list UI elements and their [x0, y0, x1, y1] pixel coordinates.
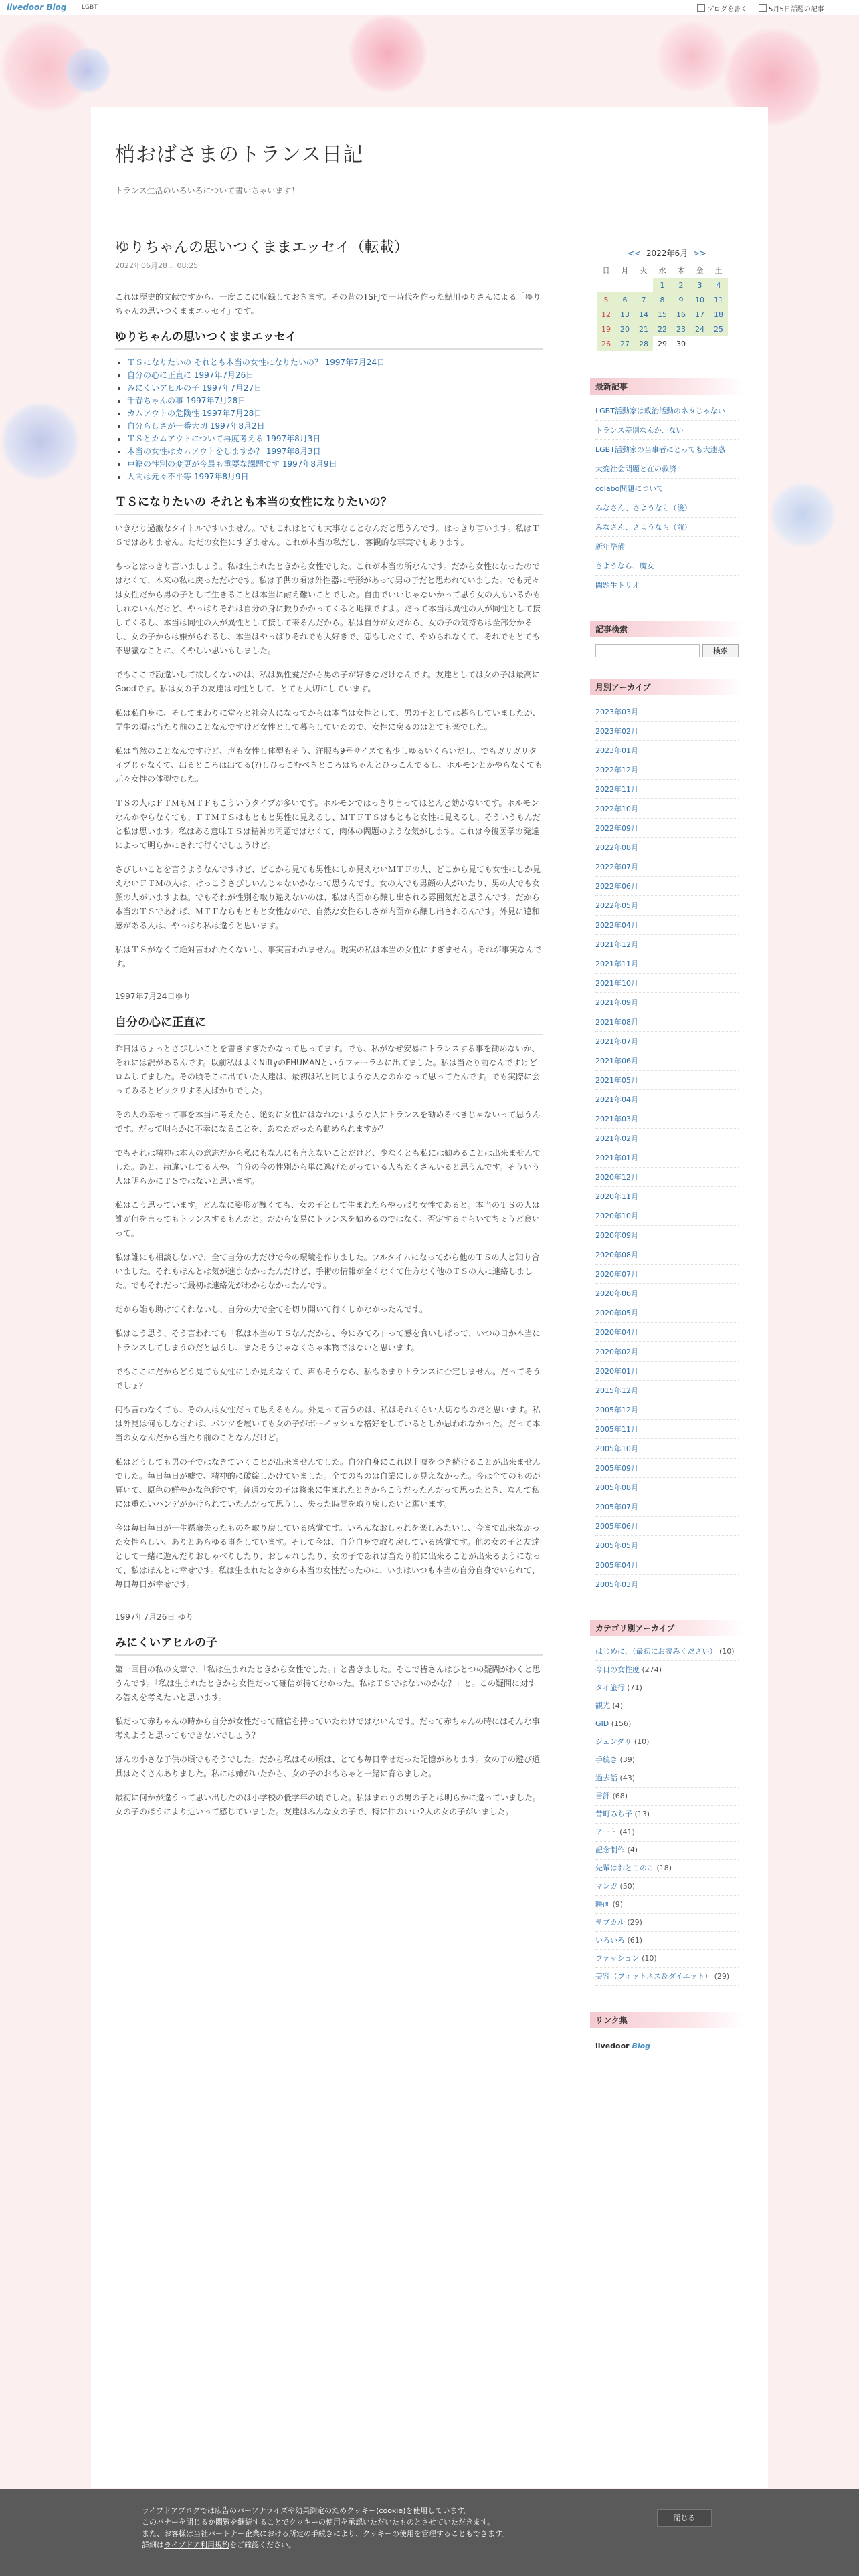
- article-date: 2022年06月28日 08:25: [115, 261, 199, 270]
- archive-month-link[interactable]: 2022年09月: [595, 819, 739, 838]
- category-count: (156): [611, 1719, 632, 1728]
- toc-item: [127, 369, 543, 382]
- calendar-weekday: 日: [602, 266, 610, 275]
- toc-link[interactable]: 自分らしさが一番大切 1997年8月2日: [127, 421, 265, 431]
- archive-month-link[interactable]: 2005年12月: [595, 1400, 739, 1420]
- cookie-banner: [0, 2489, 859, 2576]
- paragraph: 私はＴＳがなくて絶対言われたくないし、事実言われません。現実の私は本当の女性にすぎません。それが事実なんです。: [115, 945, 542, 968]
- cookie-line: ライブドアブログでは広告のパーソナライズや効果測定のためクッキー(cookie)を使用しています。: [142, 2506, 472, 2515]
- calendar-week: [597, 307, 728, 322]
- livedoor-logo[interactable]: [7, 3, 66, 12]
- archive-month-link[interactable]: 2021年09月: [595, 993, 739, 1012]
- calendar-day[interactable]: 20: [615, 322, 634, 336]
- calendar-month: 2022年6月: [646, 249, 688, 258]
- paragraph: 私は私自身に、そしてまわりに堂々と社会人になってからは本当は女性として、男の子としては暮らしていましたが、学生の頃は当たり前のことなんですけど女性として暮らしていたので、女性に戻るのはとても楽でした。: [115, 708, 541, 732]
- search-input[interactable]: [595, 644, 700, 657]
- section-heading: 自分の心に正直に: [115, 1016, 543, 1035]
- calendar-day[interactable]: 14: [634, 307, 653, 322]
- pencil-icon: [697, 4, 705, 12]
- calendar-day[interactable]: 21: [634, 322, 653, 336]
- category-item[interactable]: [595, 1788, 739, 1806]
- paragraph: ＴＳの人はＦＴＭもＭＴＦもこういうタイプが多いです。ホルモンではっきり言ってほとんど効かないです。ホルモンなんかやらなくても、ＦＴＭＴＳはもともと男性に見えるし、ＭＴＦＴＳはもともと女性に見えるし、そういうもんだと私は思います。私はある意味ＴＳは精神の問題ではなくて、肉体の問題のような気がします。これは今後医学の発達によって明らかにされて行くでしょうけど。: [115, 798, 541, 850]
- cookie-line: このバナーを閉じるか閲覧を継続することでクッキーの使用を承認いただいたものとさせていただきます。: [142, 2518, 495, 2527]
- category-count: (43): [619, 1774, 636, 1782]
- calendar-day[interactable]: 22: [653, 322, 672, 336]
- category-count: (29): [627, 1918, 642, 1927]
- recent-post-link[interactable]: 問題生トリオ: [595, 576, 739, 595]
- section-body: [115, 522, 543, 971]
- paragraph: でもここにだからどう見ても女性にしか見えなくて、声もそうなら、私もあまりトランスに否定しません。だってそうでしょ？: [115, 1367, 541, 1390]
- calendar-day[interactable]: 26: [597, 336, 615, 351]
- terms-link[interactable]: ライブドア利用規約: [164, 2541, 230, 2549]
- monthly-archive-list: [590, 702, 744, 1594]
- search-box: [590, 644, 744, 657]
- calendar-weekday: 水: [658, 266, 666, 275]
- archive-month-link[interactable]: 2020年12月: [595, 1168, 739, 1187]
- search-title: 記事検索: [590, 621, 744, 637]
- calendar: [597, 263, 728, 351]
- category-item[interactable]: [595, 1697, 739, 1715]
- archive-month-link[interactable]: 2022年07月: [595, 857, 739, 877]
- section-body: [115, 1042, 543, 1592]
- archive-month-link[interactable]: 2023年03月: [595, 702, 739, 722]
- category-count: (10): [634, 1737, 650, 1746]
- toc-link[interactable]: 本当の女性はカムアウトをしますか？ 1997年8月3日: [127, 447, 321, 456]
- archive-month-link[interactable]: 2015年12月: [595, 1381, 739, 1400]
- article: [115, 241, 543, 1829]
- category-item[interactable]: [595, 1733, 739, 1751]
- paragraph: 最初に何かが違うって思い出したのは小学校の低学年の頃でした。私はまわりの男の子とは明らかに違っていました。女の子のほうにより近いって感じていました。友達はみんな女の子で、特に仲のいい2人の女の子がいました。: [115, 1793, 541, 1816]
- category-name: 書評: [595, 1792, 610, 1800]
- recent-post-link[interactable]: みなさん、さようなら（後）: [595, 498, 739, 518]
- category-name: 映画: [595, 1900, 610, 1909]
- archive-month-link[interactable]: 2022年06月: [595, 877, 739, 896]
- toc-item: [127, 458, 543, 471]
- footer-logo-blog: Blog: [632, 2042, 651, 2050]
- archive-month-link[interactable]: 2021年11月: [595, 954, 739, 974]
- calendar-day[interactable]: 12: [597, 307, 615, 322]
- category-name: タイ旅行: [595, 1683, 625, 1692]
- category-count: (274): [642, 1665, 662, 1674]
- calendar-weekday: 火: [640, 266, 648, 275]
- category-item[interactable]: [595, 1860, 739, 1878]
- paragraph: 私だって赤ちゃんの時から自分が女性だって確信を持っていたわけではないんです。だって赤ちゃんの時にはそんな事考えようと思ってもできないでしょう？: [115, 1717, 541, 1740]
- toc-link[interactable]: 自分の心に正直に 1997年7月26日: [127, 370, 254, 380]
- category-item[interactable]: [595, 1643, 739, 1661]
- archive-month-link[interactable]: 2020年05月: [595, 1303, 739, 1323]
- calendar-day[interactable]: 24: [690, 322, 709, 336]
- toc-item: [127, 382, 543, 395]
- archive-month-link[interactable]: 2005年06月: [595, 1517, 739, 1536]
- archive-month-link[interactable]: 2005年09月: [595, 1459, 739, 1478]
- archive-month-link[interactable]: 2005年11月: [595, 1420, 739, 1439]
- paragraph: 今は毎日毎日が一生懸命失ったものを取り戻している感覚です。いろんなおしゃれを楽しみたいし、今まで出来なかった女性らしい、ありとあらゆる事をしています。そして今は、自分自身で取り戻している感覚です。他の女の子と友達として一緒に遊んだりおしゃべりしたり、おしゃれしたり、女の子であれば当たり前に出来ることが出来るようになって、私はほんとに幸せです。私は生まれたときから本当の女性だったのに、いまはいつも本当の自分自身でいられて、毎日毎日が幸せです。: [115, 1523, 541, 1589]
- archive-month-link[interactable]: 2020年09月: [595, 1226, 739, 1245]
- archive-month-link[interactable]: 2022年10月: [595, 799, 739, 819]
- calendar-weekday: 月: [621, 266, 629, 275]
- archive-month-link[interactable]: 2020年01月: [595, 1362, 739, 1381]
- calendar-day: 29: [658, 339, 667, 348]
- category-count: (9): [612, 1900, 624, 1909]
- section-body: [115, 1662, 543, 1819]
- calendar-day[interactable]: 17: [690, 307, 709, 322]
- calendar-week: [597, 292, 728, 307]
- archive-month-link[interactable]: 2021年03月: [595, 1109, 739, 1129]
- sidebar: [590, 247, 744, 2057]
- category-item[interactable]: [595, 1769, 739, 1788]
- category-name: GID: [595, 1719, 609, 1728]
- category-item[interactable]: [595, 1932, 739, 1950]
- archive-month-link[interactable]: 2005年10月: [595, 1439, 739, 1459]
- toc-link[interactable]: ＴＳとカムアウトについて再度考える 1997年8月3日: [127, 434, 321, 443]
- archive-month-link[interactable]: 2005年03月: [595, 1575, 739, 1594]
- category-item[interactable]: [595, 1715, 739, 1733]
- archive-month-link[interactable]: 2020年06月: [595, 1284, 739, 1303]
- logo-blog-text: Blog: [46, 3, 67, 12]
- category-count: (41): [619, 1828, 635, 1836]
- paragraph: 私は当然のことなんですけど、声も女性し体型もそう、洋服も9号サイズでも少しゆるいくらいだし、でもガリガリタイプじゃなくて、出るところは出てる(?)しひっこむべきところはちゃんとひっこんでるし、ホルモンとかやらなくても元々女性の体型でした。: [115, 746, 543, 784]
- logo-main-text: livedoor: [7, 3, 44, 12]
- toc-link[interactable]: ＴＳになりたいの それとも本当の女性になりたいの？ 1997年7月24日: [127, 358, 385, 367]
- calendar-week: [597, 278, 728, 292]
- toc-link[interactable]: 千春ちゃんの事 1997年7月28日: [127, 396, 246, 405]
- article-title[interactable]: ゆりちゃんの思いつくままエッセイ（転載）: [115, 239, 409, 256]
- category-item[interactable]: [595, 1896, 739, 1914]
- category-item[interactable]: [595, 1968, 739, 1986]
- archive-month-link[interactable]: 2005年07月: [595, 1497, 739, 1517]
- section-heading: ＴＳになりたいの それとも本当の女性になりたいの？: [115, 496, 543, 515]
- archive-month-link[interactable]: 2021年06月: [595, 1051, 739, 1071]
- category-archive-title: カテゴリ別アーカイブ: [590, 1620, 744, 1636]
- toc-link[interactable]: カムアウトの危険性 1997年7月28日: [127, 409, 262, 418]
- footer-livedoor-logo[interactable]: [590, 2035, 744, 2057]
- blog-description: トランス生活のいろいろについて書いちゃいます！: [115, 186, 300, 195]
- category-count: (18): [656, 1864, 672, 1872]
- archive-month-link[interactable]: 2021年02月: [595, 1129, 739, 1148]
- paragraph: ほんの小さな子供の頃でもそうでした。だから私はその頃は、とても毎日幸せだった記憶があります。女の子の遊び道具はたくさんありました。私には姉がいたから、女の子のおもちゃと一緒に育ちました。: [115, 1755, 541, 1778]
- calendar-day[interactable]: 4: [709, 278, 728, 292]
- category-name: はじめに、（最初にお読みください）: [595, 1647, 717, 1656]
- calendar-weekday: 木: [677, 266, 685, 275]
- calendar-nav: [590, 247, 744, 259]
- category-item[interactable]: [595, 1824, 739, 1842]
- recent-posts-list: [590, 401, 744, 595]
- cookie-close-button[interactable]: 閉じる: [657, 2509, 712, 2527]
- paragraph: だから誰も助けてくれないし、自分の力で全てを切り開いて行くしかなかったんです。: [115, 1305, 428, 1314]
- calendar-next-link[interactable]: >>: [692, 249, 706, 258]
- cookie-text-prefix: 詳細は: [142, 2541, 164, 2549]
- category-name: 昔町みち子: [595, 1810, 632, 1818]
- flower-decoration: [64, 47, 111, 94]
- calendar-day: [615, 278, 634, 292]
- archive-month-link[interactable]: 2021年12月: [595, 935, 739, 954]
- archive-month-link[interactable]: 2021年04月: [595, 1090, 739, 1109]
- category-name: 今日の女性度: [595, 1665, 640, 1674]
- calendar-day: [634, 278, 653, 292]
- category-name: アート: [595, 1828, 617, 1836]
- flower-decoration: [769, 481, 836, 548]
- archive-month-link[interactable]: 2021年08月: [595, 1012, 739, 1032]
- calendar-day: [709, 336, 728, 351]
- category-count: (29): [714, 1972, 730, 1981]
- calendar-day[interactable]: 11: [709, 292, 728, 307]
- calendar-day[interactable]: 2: [672, 278, 690, 292]
- toc-item: [127, 471, 543, 484]
- toc-link[interactable]: 戸籍の性別の変更が今最も重要な課題です 1997年8月9日: [127, 459, 337, 469]
- archive-month-link[interactable]: 2023年01月: [595, 741, 739, 760]
- archive-month-link[interactable]: 2020年02月: [595, 1342, 739, 1362]
- category-item[interactable]: [595, 1914, 739, 1932]
- calendar-weekday: 金: [696, 266, 704, 275]
- toc-item: [127, 407, 543, 420]
- paragraph: さびしいことを言うようなんですけど、どこから見ても男性にしか見えないＭＴＦの人、どこから見ても女性にしか見えないＦＴＭの人は、けっこうさびしいんじゃないかなって思うんです。女の人でも男顔の人がいたり、男の人でも女顔の人がいますよね。でもそれが性別を取り違えないのは、私は内面から醸し出される雰囲気だと思うんです。だから本当のＴＳであれば、ＭＴＦならもともと女性なので、自然な女性らしさが内面から醸し出されるんです。外見に違和感がある人は、やっぱり私は違うと思います。: [115, 865, 541, 930]
- category-tag[interactable]: LGBT: [82, 4, 98, 11]
- calendar-weekday-row: [597, 263, 728, 278]
- toc-link[interactable]: みにくいアヒルの子 1997年7月27日: [127, 383, 262, 393]
- calendar-day[interactable]: 6: [615, 292, 634, 307]
- archive-month-link[interactable]: 2022年12月: [595, 760, 739, 780]
- archive-month-link[interactable]: 2021年07月: [595, 1032, 739, 1051]
- calendar-day[interactable]: 18: [709, 307, 728, 322]
- write-blog-label: ブログを書く: [707, 6, 747, 13]
- category-count: (71): [627, 1683, 642, 1692]
- calendar-day[interactable]: 8: [653, 292, 672, 307]
- article-intro: これは歴史的文献ですから、一度ここに収録しておきます。その昔のTSFJで一時代を作った鮎川ゆりさんによる「ゆりちゃんの思いつくままエッセイ」です。: [115, 292, 541, 316]
- archive-month-link[interactable]: 2020年07月: [595, 1265, 739, 1284]
- category-name: 過去話: [595, 1774, 617, 1782]
- calendar-weekday: 土: [714, 266, 723, 275]
- recent-post-link[interactable]: みなさん、さようなら（前）: [595, 518, 739, 537]
- category-archive-list: [590, 1643, 744, 1986]
- toc-item: [127, 420, 543, 433]
- paragraph: もっとはっきり言いましょう。私は生まれたときから女性でした。これが本当の所なんです。だから女性になったのではなくて、本来の私に戻っただけです。私は子供の頃は外性器に奇形があって男の子だと思われていました。でも元々は女性だから男の子として生きることは本当に耐え難いことでした。自由でいいじゃないかって思う女の人もいるかもしれないんだけど、やっぱりそれは自分の身に振りかかってくると地獄ですよ。だって本当は異性の人が同性として接してくるし、本当は同性の人が異性として接して来るんだから。私は自分が女だから、女の子の気持ちは全部分かるし、女の子からは嫌がられるし、本当はやっぱりそれでも大好きで、恋もしたくて、やめられなくて、それでもとても不思議なことに、くやしい思いもしました。: [115, 562, 541, 655]
- archive-month-link[interactable]: 2021年01月: [595, 1148, 739, 1168]
- archive-month-link[interactable]: 2022年11月: [595, 780, 739, 799]
- calendar-day[interactable]: 28: [634, 336, 653, 351]
- calendar-day[interactable]: 3: [690, 278, 709, 292]
- category-item[interactable]: [595, 1751, 739, 1769]
- recent-post-link[interactable]: LGBT活動家は政治活動のネタじゃない！: [595, 401, 739, 421]
- calendar-week: [597, 336, 728, 351]
- category-count: (10): [642, 1954, 657, 1963]
- archive-month-link[interactable]: 2020年04月: [595, 1323, 739, 1342]
- flower-decoration: [0, 401, 80, 481]
- archive-month-link[interactable]: 2005年04月: [595, 1555, 739, 1575]
- calendar-day: [690, 336, 709, 351]
- cookie-line: [142, 2539, 624, 2551]
- paragraph: でもここで勘違いして欲しくないのは、私は異性愛だから男の子が好きなだけなんです。友達としては女の子は最高にGoodです。私は女の子の友達は同性として、とても大切にしています。: [115, 670, 541, 693]
- paragraph: その人の幸せって事を本当に考えたら、絶対に女性にはなれないような人にトランスを勧めるべきじゃないって思うんです。だって明らかに不幸になることを、あなただったら勧められますか？: [115, 1110, 541, 1134]
- archive-month-link[interactable]: 2020年08月: [595, 1245, 739, 1265]
- paragraph: でもそれは精神は本人の意志だから私にもなんにも言えないことだけど、少なくとも私には勧めることは出来ませんでした。あと、勘違いしてる人や、自分の今の性別から単に逃げたがっている人もたくさんいると思うんです。そういう人は明らかにＴＳではないと思います。: [115, 1148, 541, 1186]
- section-date: 1997年7月24日ゆり: [115, 992, 191, 1001]
- paragraph: 私はどうしても男の子ではなきていくことが出来ませんでした。自分自身にこれ以上嘘をつき続けることが出来ませんでした。毎日毎日が嘘で、精神的に破綻しかけていました。全てのものは自業にしか見えなかった。今は全てのものが輝いて、原色の鮮やかな色彩です。普通の女の子は将来に生まれたときからこうだったんだって思ったとき、なんて私には重たいハンデがかけられていたんだって思うし、失った時間を取り戻したいと願います。: [115, 1457, 541, 1509]
- calendar-day[interactable]: 25: [709, 322, 728, 336]
- category-count: (61): [627, 1936, 643, 1945]
- category-count: (13): [634, 1810, 650, 1818]
- table-of-contents: [115, 356, 543, 484]
- recent-post-link[interactable]: LGBT活動家の当事者にとっても大迷惑: [595, 440, 739, 459]
- category-item[interactable]: [595, 1950, 739, 1968]
- paragraph: 何も言わなくても、その人は女性だって思えるもん。外見って言うのは、私はそれくらい大切なものだと思います。私は外見は何もしなければ、パンツを履いても女の子がボーイッシュな格好をしているとしか思われなかった。だって本当の女なんだから当たり前のことなんだけど。: [115, 1405, 541, 1442]
- category-name: ジェンダリ: [595, 1737, 632, 1746]
- calendar-week: [597, 322, 728, 336]
- calendar-day[interactable]: 15: [653, 307, 672, 322]
- category-item[interactable]: [595, 1679, 739, 1697]
- archive-month-link[interactable]: 2022年08月: [595, 838, 739, 857]
- calendar-day[interactable]: 16: [672, 307, 690, 322]
- flower-decoration: [656, 20, 729, 94]
- calendar-day[interactable]: 9: [672, 292, 690, 307]
- toc-item: [127, 445, 543, 458]
- calendar-day[interactable]: 1: [653, 278, 672, 292]
- category-count: (39): [619, 1755, 636, 1764]
- recent-post-link[interactable]: 新年準備: [595, 537, 739, 556]
- category-count: (10): [719, 1647, 735, 1656]
- category-name: 観光: [595, 1701, 610, 1710]
- monthly-archive-title: 月別アーカイブ: [590, 679, 744, 695]
- paragraph: 第一回目の私の文章で、「私は生まれたときから女性でした。」と書きました。そこで皆さんはひとつの疑問がわくと思うんです。「私は生まれたときから女性だって確信が持てなかった。私はＴＳではないのかな？」と。この疑問に対する答えを考えたいと思います。: [115, 1665, 541, 1702]
- top-bar: [0, 0, 859, 15]
- calendar-day: [597, 278, 615, 292]
- toc-item: [127, 356, 543, 369]
- category-count: (50): [619, 1882, 636, 1891]
- category-item[interactable]: [595, 1878, 739, 1896]
- cookie-line: また、お客様は当社パートナー企業における所定の手続きにより、クッキーの使用を管理することもできます。: [142, 2529, 510, 2538]
- archive-month-link[interactable]: 2023年02月: [595, 722, 739, 741]
- cookie-text-suffix: をご確認ください。: [229, 2541, 296, 2549]
- toc-item: [127, 433, 543, 445]
- paragraph: 私は誰にも相談しないで、全て自分の力だけで今の環境を作りました。フルタイムになってから他のＴＳの人と知り合いました。それもほんとは気が進まなかったんだけど、手術の情報が全くなくて仕方なく他のＴＳの人に連絡しました。でもそれだって最初は連絡先がわからなかったんです。: [115, 1253, 540, 1290]
- calendar-day[interactable]: 10: [690, 292, 709, 307]
- footer-logo-main: livedoor: [595, 2042, 630, 2050]
- section-date: 1997年7月26日 ゆり: [115, 1612, 194, 1622]
- category-name: いろいろ: [595, 1936, 625, 1945]
- archive-month-link[interactable]: 2005年05月: [595, 1536, 739, 1555]
- category-item[interactable]: [595, 1661, 739, 1679]
- trending-link[interactable]: [759, 3, 824, 13]
- archive-month-link[interactable]: 2021年05月: [595, 1071, 739, 1090]
- toc-item: [127, 395, 543, 407]
- calendar-day[interactable]: 13: [615, 307, 634, 322]
- calendar-prev-link[interactable]: <<: [628, 249, 642, 258]
- calendar-day: 30: [676, 339, 686, 348]
- write-blog-link[interactable]: [697, 3, 747, 13]
- calendar-day[interactable]: 5: [597, 292, 615, 307]
- links-title: リンク集: [590, 2012, 744, 2028]
- calendar-day[interactable]: 23: [672, 322, 690, 336]
- archive-month-link[interactable]: 2020年11月: [595, 1187, 739, 1206]
- cookie-text: [142, 2505, 624, 2551]
- paragraph: 私はこう思っています。どんなに姿形が醜くても、女の子として生まれたらやっぱり女性であると。本当のＴＳの人は誰が何を言ってもトランスするもんだと。だから安易にトランスを勧めるのではなく、否定するぐらいでちょうど良いって。: [115, 1200, 541, 1238]
- recent-post-link[interactable]: 大変社会問題と在の救済: [595, 459, 739, 479]
- recent-post-link[interactable]: colabo問題について: [595, 479, 739, 498]
- archive-month-link[interactable]: 2020年10月: [595, 1206, 739, 1226]
- toc-link[interactable]: 人間は元々不平等 1997年8月9日: [127, 472, 249, 481]
- category-name: サブカル: [595, 1918, 625, 1927]
- article-icon: [759, 4, 767, 12]
- category-name: 美容（フィットネス＆ダイエット）: [595, 1972, 712, 1981]
- category-name: 手続き: [595, 1755, 617, 1764]
- recent-post-link[interactable]: トランス差別なんか、ない: [595, 421, 739, 440]
- category-name: 記念制作: [595, 1846, 625, 1854]
- category-item[interactable]: [595, 1842, 739, 1860]
- blog-title[interactable]: 梢おばさまのトランス日記: [115, 143, 364, 167]
- category-count: (68): [612, 1792, 628, 1800]
- paragraph: いきなり過激なタイトルですいません。でもこれはとても大事なことなんだと思うんです。はっきり言います。私はＴＳではありません。ただの女性にすぎません。これが本当の私だし、客観的な事実でもあります。: [115, 524, 540, 547]
- section-heading: みにくいアヒルの子: [115, 1636, 543, 1656]
- archive-month-link[interactable]: 2021年10月: [595, 974, 739, 993]
- archive-month-link[interactable]: 2022年05月: [595, 896, 739, 916]
- category-count: (4): [612, 1701, 624, 1710]
- paragraph: 昨日はちょっとさびしいことを書きすぎたかなって思ってます。でも、私がなぜ安易にトランスする事を勧めないか、それには訳があるんです。以前私はよくNiftyのFHUMANというフォーラムに出てました。私は当たり前なんですけどロムしてました。その頃そこに出ていた人達は、最初は私と同じような人なのかなって思ってたんです。でも実際に会ってみるとビックリする人ばかりでした。: [115, 1044, 541, 1095]
- recent-posts-title: 最新記事: [590, 378, 744, 395]
- calendar-day[interactable]: 27: [615, 336, 634, 351]
- category-name: ファッション: [595, 1954, 640, 1963]
- calendar-day[interactable]: 19: [597, 322, 615, 336]
- flower-decoration: [348, 13, 428, 94]
- calendar-day[interactable]: 7: [634, 292, 653, 307]
- trending-label: 5月5日話題の記事: [769, 6, 824, 13]
- archive-month-link[interactable]: 2005年08月: [595, 1478, 739, 1497]
- category-name: 先輩はおとこのこ: [595, 1864, 654, 1872]
- archive-month-link[interactable]: 2022年04月: [595, 916, 739, 935]
- category-name: マンガ: [595, 1882, 617, 1891]
- paragraph: 私はこう思う、そう言われても「私は本当のＴＳなんだから、今にみてろ」って感を食いしばって、いつの日か本当にトランスしてしまうのだと思うし、またそうじゃなくちゃ本物ではないと思います。: [115, 1329, 541, 1352]
- search-button[interactable]: 検索: [702, 644, 739, 657]
- recent-post-link[interactable]: さようなら、魔女: [595, 556, 739, 576]
- category-item[interactable]: [595, 1806, 739, 1824]
- category-count: (4): [627, 1846, 638, 1854]
- essay-heading: ゆりちゃんの思いつくままエッセイ: [115, 330, 543, 350]
